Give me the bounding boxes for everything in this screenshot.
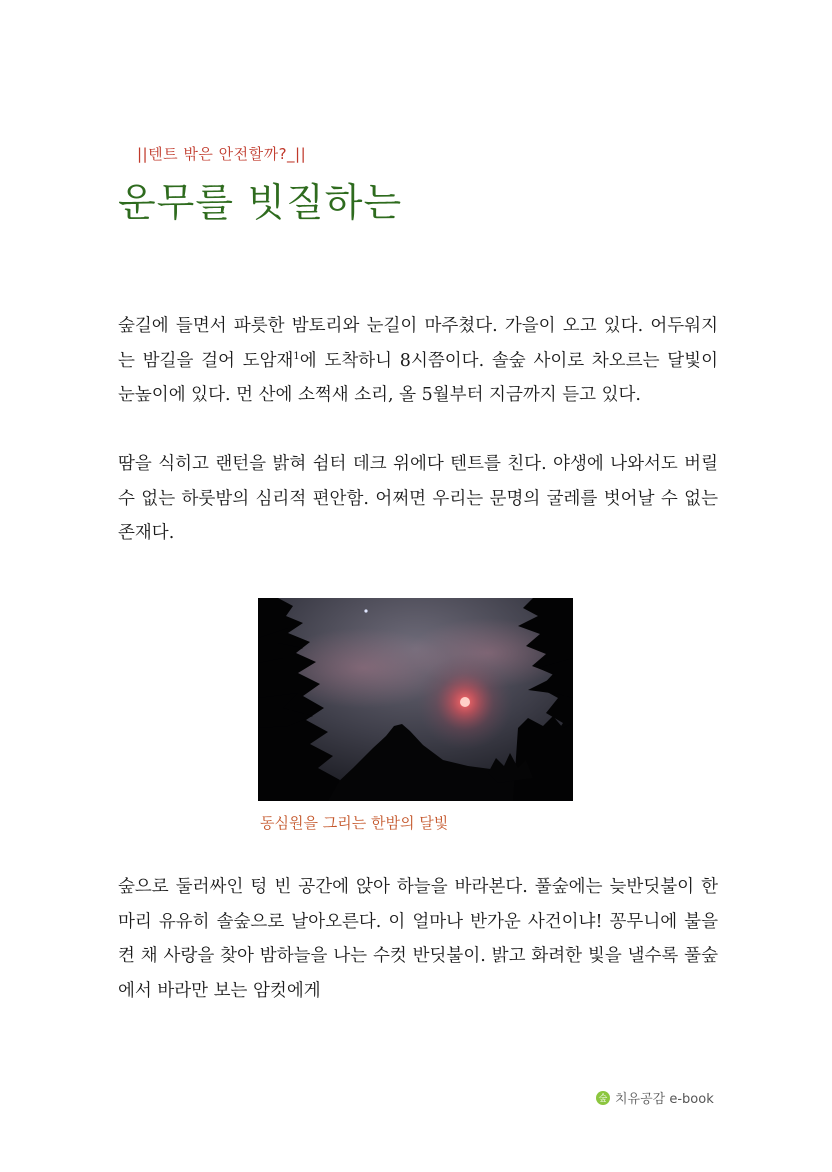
moon (460, 697, 470, 707)
star (364, 609, 367, 612)
paragraph-1-part-a: 숲길에 들면서 파릇한 밤토리와 눈길이 마주쳤다. 가을이 오고 있다. 어두워지는 밤길을 걸어 도암재 (118, 316, 718, 371)
paragraph-3: 숲으로 둘러싸인 텅 빈 공간에 앉아 하늘을 바라본다. 풀숲에는 늦반딧불이 한 마리 유유히 솔숲으로 날아오른다. 이 얼마나 반가운 사건이냐! 꽁무니에 불을 켠 채 사랑을 찾아 밤하늘을 나는 수컷 반딧불이. 밝고 화려한 빛을 낼수록 풀숲에서 바라만 보는 암컷에게 (118, 877, 718, 1001)
footer-brand (596, 1088, 714, 1107)
brand-logo-icon: 숲 (596, 1091, 610, 1105)
paragraph-2: 땀을 식히고 랜턴을 밝혀 쉼터 데크 위에다 텐트를 친다. 야생에 나와서도 버릴 수 없는 하룻밤의 심리적 편안함. 어쩌면 우리는 문명의 굴레를 벗어날 수 없는 존재다. (118, 454, 718, 544)
moonlight-photo (258, 598, 573, 801)
paragraph-1-part-b: 에 도착하니 8시쯤이다. 솔숲 사이로 차오르는 달빛이 눈높이에 있다. 먼 산에 소쩍새 소리, 올 5월부터 지금까지 듣고 있다. (118, 350, 718, 406)
chapter-title: 운무를 빗질하는 (118, 181, 403, 226)
brand-text: 치유공감 e-book (615, 1092, 714, 1107)
chapter-subtitle: ||텐트 밖은 안전할까?_|| (137, 145, 307, 163)
paragraph-1 (118, 309, 718, 413)
photo-caption: 동심원을 그리는 한밤의 달빛 (260, 814, 449, 832)
footnote-marker[interactable]: 1 (293, 350, 300, 362)
